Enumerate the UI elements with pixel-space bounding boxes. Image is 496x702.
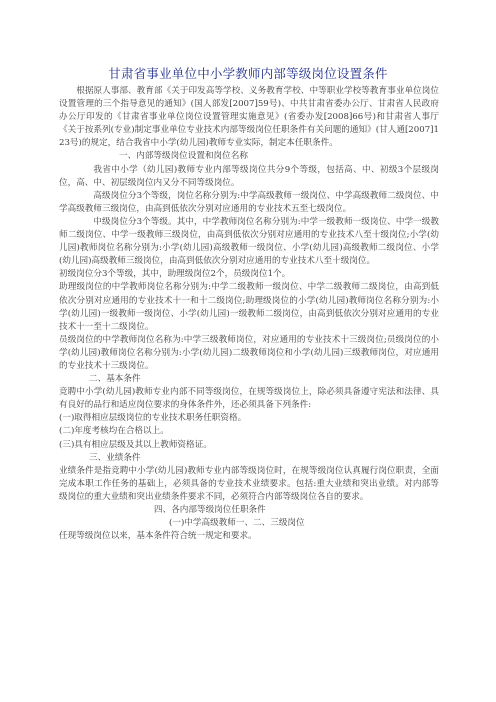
document-title: 甘肃省事业单位中小学教师内部等级岗位设置条件 [108,66,388,81]
section-2-item-3: (三)具有相应层级及其以上教师资格证。 [59,439,212,450]
section-2-heading: 二、基本条件 [89,374,141,385]
section-1-paragraph-3: 中级岗位分3个等级。其中，中学教师岗位名称分别为:中学一级教师一级岗位、中学一级教师二级岗位、中学一级教师三级岗位，由高到低依次分别对应通用的专业技术八至十级岗位;小学(幼儿园)教师岗位名称分别为:小学(幼儿园)高级教师一级岗位、小学(幼儿园)高级教师二级岗位、小学(幼儿园)高级教师三级岗位，由高到低依次分别对应通用的专业技术八至十级岗位。 [59,216,439,267]
document-body [59,85,439,543]
section-3-paragraph-1: 业绩条件是指竞聘中小学(幼儿园)教师专业内部等级岗位时，在规等级岗位认真履行岗位职责，全面完成本职工作任务的基础上，必须具备的专业技术业绩要求。包括:重大业绩和突出业绩。对内部等级岗位的重大业绩和突出业绩条件要求不同，必须符合内部等级岗位各自的要求。 [59,465,439,502]
section-4-subheading: (一)中学高级教师一、二、三级岗位 [169,518,305,529]
section-1-paragraph-4: 初级岗位分3个等级，其中，助理级岗位2个，员级岗位1个。 [59,269,291,280]
section-2-paragraph-1: 竞聘中小学(幼儿园)教师专业内部不同等级岗位，在规等级岗位上，除必须具备遵守宪法和法律、具有良好的品行和适应岗位要求的身体条件外，还必须具备下列条件: [59,387,439,411]
section-1-paragraph-5: 助理级岗位的中学教师岗位名称分别为:中学二级教师一级岗位、中学二级教师二级岗位，由高到低依次分别对应通用的专业技术十一和十二级岗位;助理级岗位的小学(幼儿园)教师岗位名称分别为:小学(幼儿园)一级教师一级岗位、小学(幼儿园)一级教师二级岗位，由高到低依次分别对应通用的专业技术十一至十二级岗位。 [59,282,439,332]
section-4-heading: 四、各内部等级岗位任职条件 [154,505,266,515]
section-1-heading: 一、内部等级岗位设置和岗位名称 [119,151,248,162]
section-1-paragraph-1: 我省中小学（幼儿园)教师专业内部等级岗位共分9个等级，包括高、中、初级3个层级岗位，高、中、初层级岗位内又分不同等级岗位。 [59,164,439,188]
section-3-heading: 三、业绩条件 [89,452,141,463]
section-1-paragraph-6: 员级岗位的中学教师岗位名称为:中学三级教师岗位，对应通用的专业技术十三级岗位;员级岗位的小学(幼儿园)教师岗位名称分别为:小学(幼儿园)二级教师岗位和小学(幼儿园)三级教师岗位，对应通用的专业技术十三级岗位。 [59,334,439,371]
section-2-item-1: (一)取得相应层级岗位的专业技术职务任职资格。 [59,413,247,424]
section-1-paragraph-2: 高级岗位分3个等级，岗位名称分别为:中学高级教师一级岗位、中学高级教师二级岗位、中学高级教师三级岗位，由高到低依次分别对应通用的专业技术五至七级岗位。 [59,190,439,214]
section-2-item-2: (二)年度考核均在合格以上。 [59,426,169,437]
intro-paragraph: 根据原人事部、教育部《关于印发高等学校、义务教育学校、中等职业学校等教育事业单位岗位设置管理的三个指导意见的通知》(国人部发[2007]59号)、中共甘肃省委办公厅、甘肃省人民政府办公厅印发的《甘肃省事业单位岗位设置管理实施意见》(省委办发[2008]66号)和甘肃省人事厅《关于按系列(专业)制定事业单位专业技术内部等级岗位任职条件有关问题的通知》(甘人通[2007]123号)的规定，结合我省中小学(幼儿园)教师专业实际，制定本任职条件。 [59,86,439,149]
section-4-paragraph-1: 任现等级岗位以来，基本条件符合统一规定和要求。 [59,531,257,542]
